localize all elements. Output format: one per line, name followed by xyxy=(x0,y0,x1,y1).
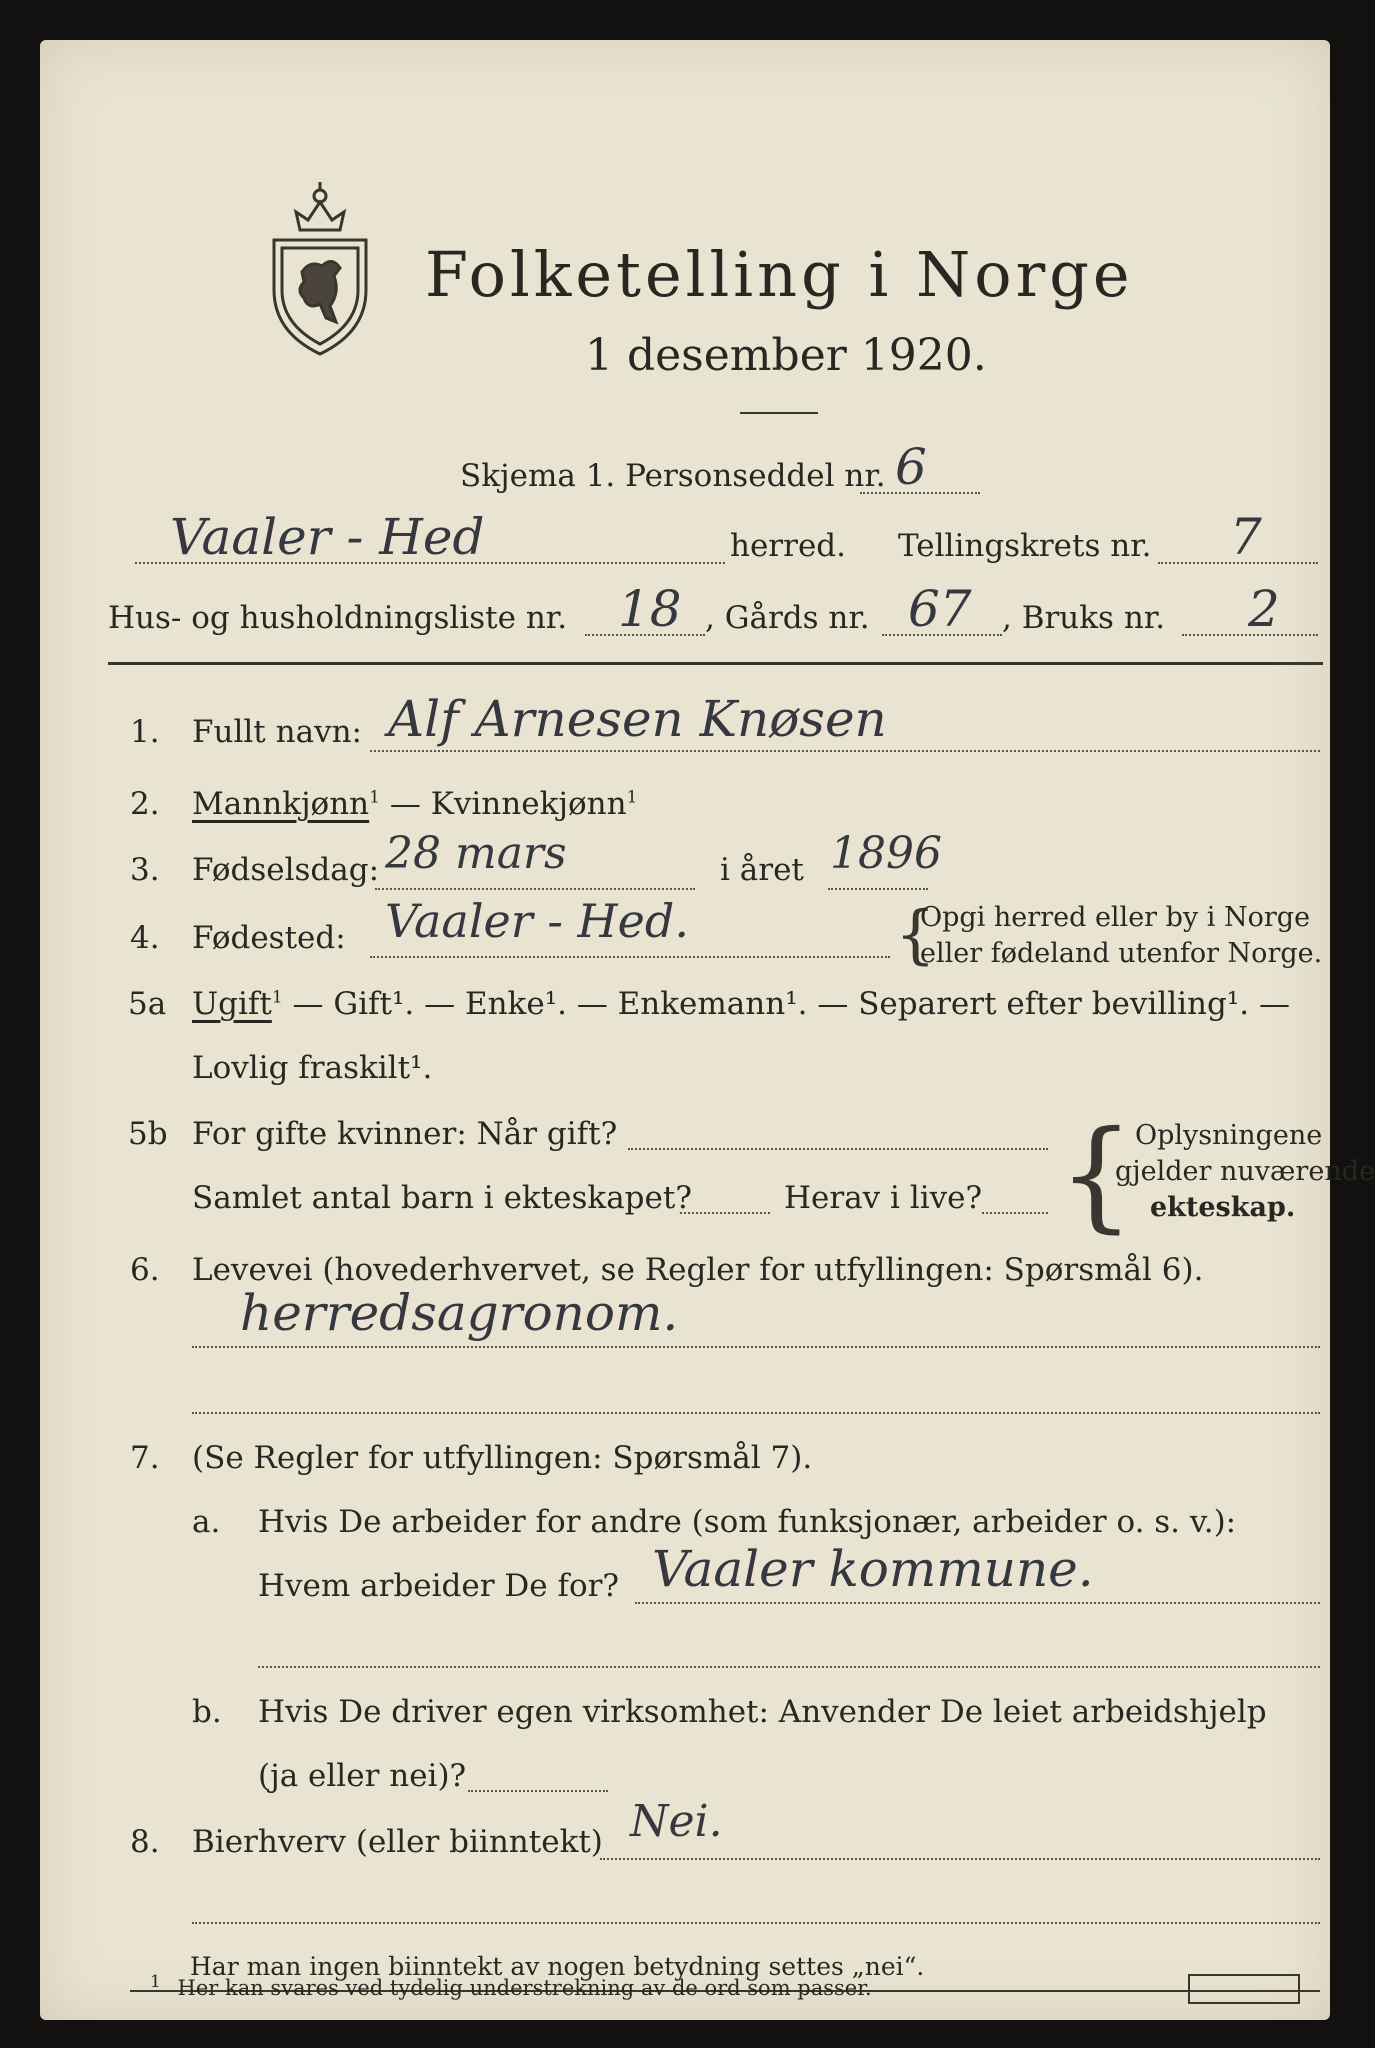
q3-date-line xyxy=(375,888,695,890)
q5b-barn-line xyxy=(680,1212,770,1214)
form-title: Folketelling i Norge xyxy=(425,238,1134,311)
q4-note-line2: eller fødeland utenfor Norge. xyxy=(920,938,1323,969)
bruks-label: , Bruks nr. xyxy=(1002,600,1166,636)
q6-line1 xyxy=(192,1346,1320,1348)
q8-line1 xyxy=(600,1858,1320,1860)
q5a-other-options: — Gift¹. — Enke¹. — Enkemann¹. — Separert efter bevilling¹. — xyxy=(282,986,1291,1022)
q5a-number: 5a xyxy=(128,986,167,1022)
footnote xyxy=(150,1972,872,2000)
q7-label: (Se Regler for utfyllingen: Spørsmål 7). xyxy=(192,1440,813,1476)
q2-female-option: Kvinnekjønn xyxy=(430,786,627,822)
q5a-ugift-option: Ugift xyxy=(192,986,272,1022)
census-form-page xyxy=(40,40,1375,2020)
q8-line2 xyxy=(192,1922,1320,1924)
personseddel-nr: 6 xyxy=(895,438,927,496)
q2-gender xyxy=(192,786,637,822)
q6-number: 6. xyxy=(130,1252,160,1288)
q3-year-label: i året xyxy=(720,852,804,888)
header-rule xyxy=(108,662,1323,665)
q4-line xyxy=(370,956,890,958)
q6-occupation: herredsagronom. xyxy=(240,1284,679,1342)
bruks-nr: 2 xyxy=(1248,580,1280,638)
q5a-ugift-sup: 1 xyxy=(271,987,283,1008)
q5b-note3: ekteskap. xyxy=(1150,1192,1296,1223)
gards-label: , Gårds nr. xyxy=(705,600,870,636)
tellingskrets-nr: 7 xyxy=(1230,508,1262,566)
q5b-gift-line xyxy=(628,1148,1048,1150)
q8-label: Bierhverv (eller biinntekt) xyxy=(192,1824,603,1860)
footer-note: Har man ingen biinntekt av nogen betydning settes „nei“. xyxy=(190,1952,925,1981)
q7b-line xyxy=(468,1790,608,1792)
q7a-line xyxy=(635,1602,1320,1604)
q4-note-brace: { xyxy=(895,898,936,972)
footnote-mark: 1 xyxy=(150,1972,161,1992)
q1-label: Fullt navn: xyxy=(192,714,362,750)
q5b-number: 5b xyxy=(128,1116,168,1152)
q5b-live-line xyxy=(982,1212,1048,1214)
q4-label: Fødested: xyxy=(192,920,346,956)
q7a-employer: Vaaler kommune. xyxy=(652,1540,1094,1598)
q3-year-line xyxy=(828,888,928,890)
q3-birth-year: 1896 xyxy=(830,828,942,879)
q8-number: 8. xyxy=(130,1824,160,1860)
q5b-line2b: Herav i live? xyxy=(784,1180,983,1216)
q5b-note2: gjelder nuværende xyxy=(1115,1156,1375,1187)
title-divider xyxy=(740,412,818,414)
q5a-status xyxy=(192,986,1290,1022)
q5a-line2: Lovlig fraskilt¹. xyxy=(192,1050,433,1086)
herred-value: Vaaler - Hed xyxy=(170,508,485,566)
herred-label: herred. xyxy=(730,528,846,564)
q5b-line2a: Samlet antal barn i ekteskapet? xyxy=(192,1180,692,1216)
q7a-letter: a. xyxy=(192,1504,221,1540)
q5b-note1: Oplysningene xyxy=(1135,1120,1323,1151)
hus-label: Hus- og husholdningsliste nr. xyxy=(108,600,568,636)
q6-line2 xyxy=(192,1412,1320,1414)
form-date: 1 desember 1920. xyxy=(585,330,987,381)
q5b-note-brace: { xyxy=(1058,1106,1135,1245)
q3-birth-date: 28 mars xyxy=(385,828,567,879)
q7b-line1: Hvis De driver egen virksomhet: Anvender De leiet arbeidshjelp xyxy=(258,1694,1267,1730)
q2-male-option: Mannkjønn xyxy=(192,786,370,822)
footnote-text: Her kan svares ved tydelig understrekning av de ord som passer. xyxy=(177,1976,872,2000)
q2-female-sup: 1 xyxy=(626,787,638,808)
q1-full-name: Alf Arnesen Knøsen xyxy=(388,690,887,748)
q4-number: 4. xyxy=(130,920,160,956)
tellingskrets-label: Tellingskrets nr. xyxy=(898,528,1152,564)
q1-line xyxy=(370,750,1320,752)
q4-note-line1: Opgi herred eller by i Norge xyxy=(920,902,1311,933)
q8-side-income: Nei. xyxy=(630,1796,723,1847)
q3-number: 3. xyxy=(130,852,160,888)
hus-nr: 18 xyxy=(618,580,682,638)
q5b-line1: For gifte kvinner: Når gift? xyxy=(192,1116,618,1152)
q7a-line-extra xyxy=(258,1666,1320,1668)
q4-birthplace: Vaaler - Hed. xyxy=(385,894,689,948)
q2-separator: — xyxy=(379,786,431,822)
q7b-line2: (ja eller nei)? xyxy=(258,1758,467,1794)
q7a-line2: Hvem arbeider De for? xyxy=(258,1568,620,1604)
q6-label: Levevei (hovederhvervet, se Regler for utfyllingen: Spørsmål 6). xyxy=(192,1252,1204,1288)
q1-number: 1. xyxy=(130,714,160,750)
norway-coat-of-arms-icon xyxy=(260,172,380,362)
q3-label: Fødselsdag: xyxy=(192,852,380,888)
printer-stamp xyxy=(1188,1974,1300,2004)
skjema-label: Skjema 1. Personseddel nr. xyxy=(460,458,886,494)
q2-number: 2. xyxy=(130,786,160,822)
q7-number: 7. xyxy=(130,1440,160,1476)
q7b-letter: b. xyxy=(192,1694,222,1730)
q7a-line1: Hvis De arbeider for andre (som funksjonær, arbeider o. s. v.): xyxy=(258,1504,1237,1540)
gards-nr: 67 xyxy=(908,580,972,638)
q2-male-sup: 1 xyxy=(369,787,380,808)
